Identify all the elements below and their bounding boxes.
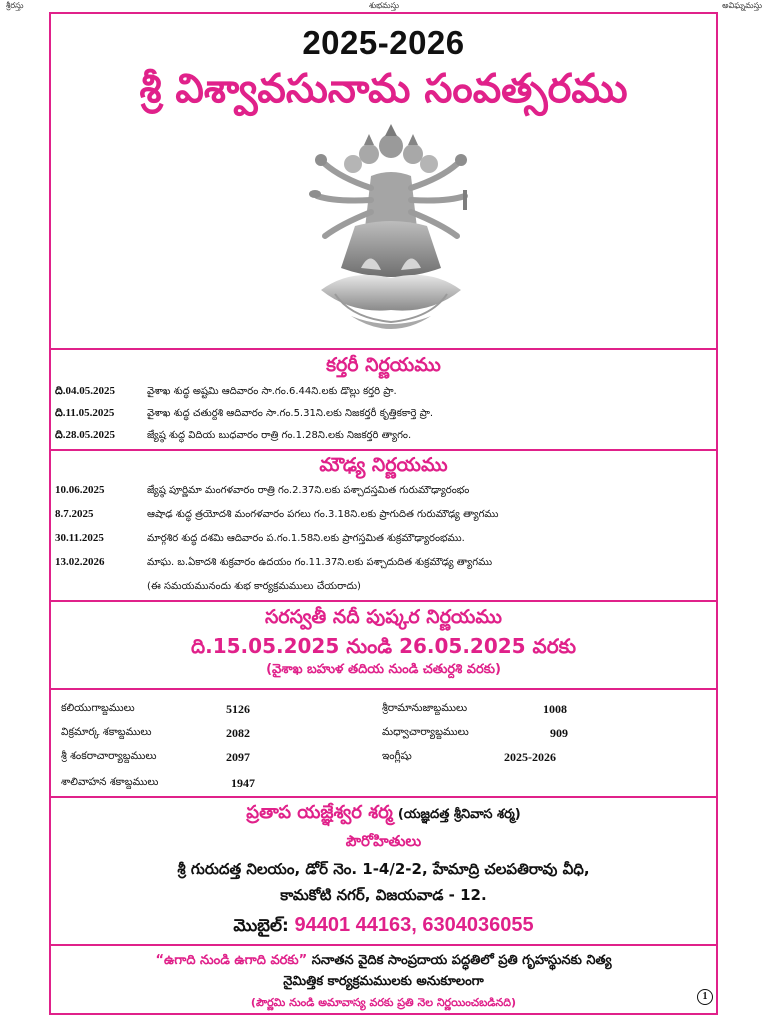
mobile-line bbox=[51, 914, 716, 940]
era-item bbox=[382, 750, 556, 765]
footer-line-2: నైమిత్తిక కార్యక్రమములకు అనుకూలంగా bbox=[283, 974, 484, 989]
era-value: 1008 bbox=[543, 702, 567, 716]
era-label: శాలివాహన శకాబ్దములు bbox=[61, 776, 159, 788]
mobile-numbers: 94401 44163, 6304036055 bbox=[294, 914, 534, 936]
footer-line-1-text: సనాతన వైదిక సాంప్రదాయ పద్ధతిలో ప్రతి గృహస్థునకు నిత్య bbox=[311, 953, 612, 968]
moudhya-date: 30.11.2025 bbox=[55, 532, 104, 544]
kartari-heading: కర్తరీ నిర్ణయము bbox=[326, 354, 441, 376]
deity-image bbox=[291, 118, 491, 350]
divider bbox=[51, 348, 716, 350]
page-number: 1 bbox=[697, 989, 713, 1005]
era-value: 909 bbox=[550, 726, 568, 740]
address-line-2: కామకోటి నగర్, విజయవాడ - 12. bbox=[280, 886, 487, 904]
kartari-date: ది.11.05.2025 bbox=[55, 407, 115, 419]
era-value: 2082 bbox=[226, 726, 250, 740]
footer-line-3: (పౌర్ణమి నుండి అమావాస్య వరకు ప్రతి నెల నిర్ణయించబడినది) bbox=[250, 996, 517, 1009]
pushkara-heading: సరస్వతీ నదీ పుష్కర నిర్ణయము bbox=[264, 606, 503, 628]
kartari-text: జ్యేష్ఠ శుద్ధ విదియ బుధవారం రాత్రి గం.1.28ని.లకు నిజకర్తరి త్యాగం. bbox=[147, 430, 412, 441]
era-value: 2025-2026 bbox=[504, 750, 556, 764]
address-line-1: శ్రీ గురుదత్త నిలయం, డోర్ నెం. 1-4/2-2, హేమాద్రి చలపతిరావు వీధి, bbox=[177, 860, 590, 878]
moudhya-text: మాఘ. బ.ఏకాదశి శుక్రవారం ఉదయం గం.11.37ని.లకు పశ్చాదుదిత శుక్రమౌఢ్య త్యాగము bbox=[147, 557, 493, 568]
moudhya-text: జ్యేష్ఠ పూర్ణిమా మంగళవారం రాత్రి గం.2.37ని.లకు పశ్చాదస్తమిత గురుమౌఢ్యారంభం bbox=[147, 485, 470, 496]
divider bbox=[51, 688, 716, 690]
era-item bbox=[61, 702, 250, 717]
kartari-date: ది.04.05.2025 bbox=[55, 385, 116, 397]
divider bbox=[51, 449, 716, 451]
samvatsaram-title: శ్రీ విశ్వావసునామ సంవత్సరము bbox=[139, 66, 628, 112]
era-label: శ్రీరామానుజాబ్దములు bbox=[382, 702, 468, 714]
pushkara-subtitle: (వైశాఖ బహుళ తదియ నుండి చతుర్దశి వరకు) bbox=[266, 662, 501, 677]
moudhya-note: (ఈ సమయమునందు శుభ కార్యక్రమములు చేయరాదు) bbox=[147, 581, 361, 592]
divider bbox=[51, 600, 716, 602]
era-label: విక్రమార్క శకాబ్దములు bbox=[61, 726, 152, 738]
era-label: కలియుగాబ్దములు bbox=[61, 702, 135, 714]
author-alt-name: (యజ్ఞదత్త శ్రీనివాస శర్మ) bbox=[397, 807, 521, 822]
era-item bbox=[61, 750, 250, 765]
author-name: ప్రతాప యజ్ఞేశ్వర శర్మ bbox=[246, 802, 393, 823]
kartari-text: వైశాఖ శుద్ధ చతుర్దశి ఆదివారం సా.గం.5.31ని.లకు నిజకర్తరీ కృత్తికకార్తె ప్రా. bbox=[147, 408, 434, 419]
era-label: మధ్వాచార్యాబ్దములు bbox=[382, 726, 469, 738]
top-header bbox=[0, 0, 768, 12]
moudhya-date: 10.06.2025 bbox=[55, 484, 105, 496]
kartari-date: ది.28.05.2025 bbox=[55, 429, 116, 441]
era-item bbox=[61, 776, 255, 791]
header-right: అవిఘ్నమస్తు bbox=[722, 1, 762, 10]
page-frame bbox=[49, 12, 718, 1015]
footer-highlight: “ఉగాది నుండి ఉగాది వరకు” bbox=[155, 953, 308, 968]
moudhya-date: 8.7.2025 bbox=[55, 508, 94, 520]
header-left: శ్రీరస్తు bbox=[6, 1, 24, 10]
year-range-title: 2025-2026 bbox=[302, 24, 465, 61]
moudhya-text: ఆషాఢ శుద్ధ త్రయోదశి మంగళవారం పగలు గం.3.18ని.లకు ప్రాగుదిత గురుమౌఢ్య త్యాగము bbox=[147, 509, 499, 520]
footer-line-1 bbox=[51, 953, 716, 971]
moudhya-text: మార్గశిర శుద్ధ దశమి ఆదివారం ప.గం.1.58ని.లకు ప్రాగస్తమిత శుక్రమౌఢ్యారంభము. bbox=[147, 533, 465, 544]
era-item bbox=[382, 702, 567, 717]
divider bbox=[51, 796, 716, 798]
pushkara-dates: ది.15.05.2025 నుండి 26.05.2025 వరకు bbox=[191, 634, 576, 658]
author-role: పౌరోహితులు bbox=[345, 832, 422, 850]
era-value: 5126 bbox=[226, 702, 250, 716]
moudhya-heading: మౌఢ్య నిర్ణయము bbox=[319, 454, 448, 476]
era-value: 1947 bbox=[231, 776, 255, 790]
mobile-label: మొబైల్: bbox=[233, 916, 289, 936]
moudhya-date: 13.02.2026 bbox=[55, 556, 105, 568]
era-item bbox=[61, 726, 250, 741]
era-value: 2097 bbox=[226, 750, 250, 764]
header-center: శుభమస్తు bbox=[368, 1, 399, 10]
divider bbox=[51, 944, 716, 946]
kartari-text: వైశాఖ శుద్ధ అష్టమి ఆదివారం సా.గం.6.44ని.లకు డొల్లు కర్తరి ప్రా. bbox=[147, 386, 397, 397]
era-label: ఇంగ్లీషు bbox=[382, 750, 412, 762]
author-line bbox=[51, 802, 716, 827]
era-label: శ్రీ శంకరాచార్యాబ్దములు bbox=[61, 750, 157, 762]
era-item bbox=[382, 726, 568, 741]
